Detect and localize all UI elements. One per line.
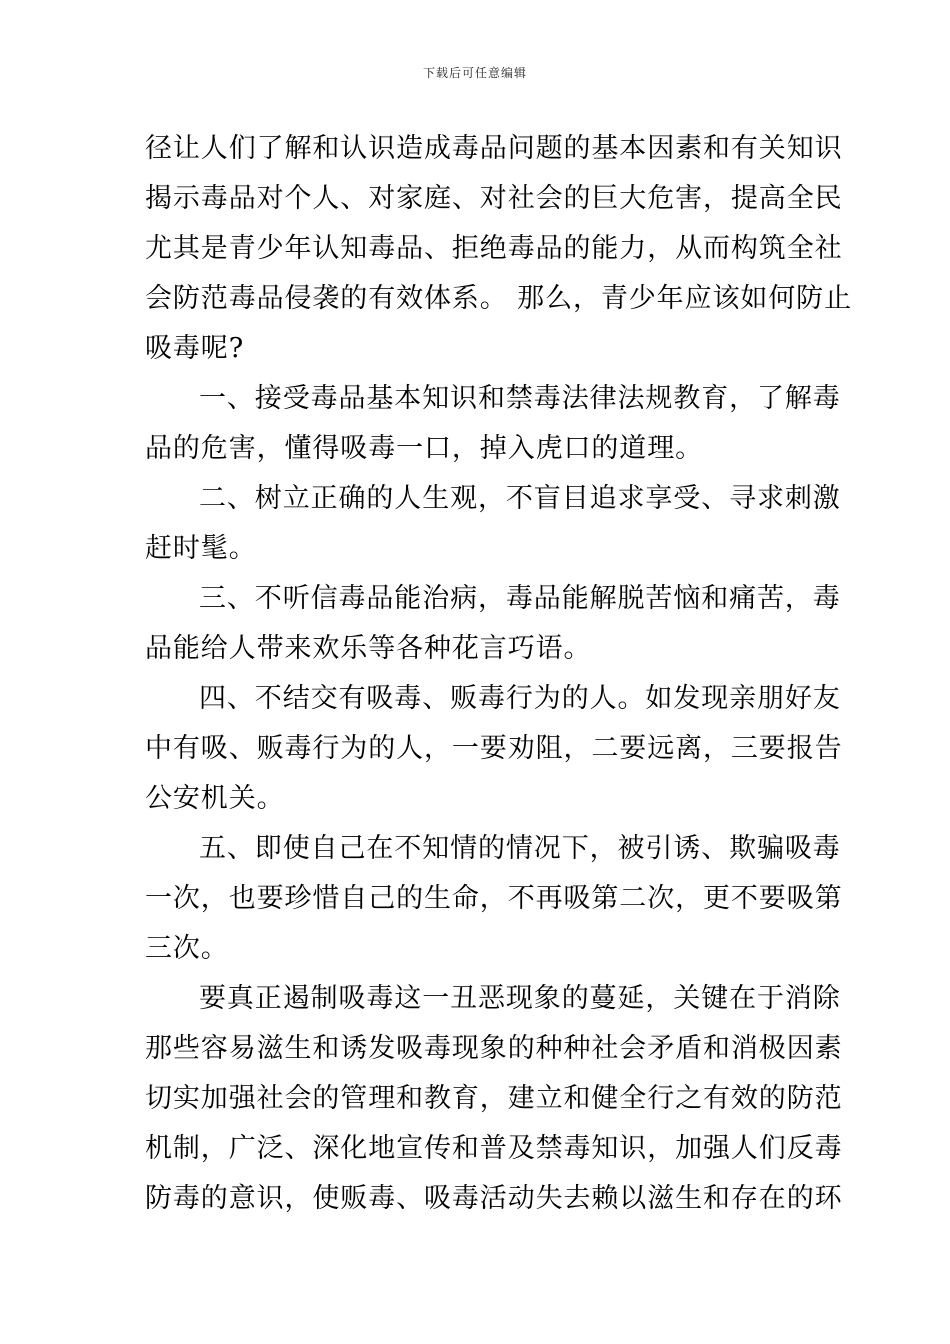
text-line: 中有吸、贩毒行为的人，一要劝阻，二要远离，三要报告 — [145, 733, 843, 764]
paragraph-item-3 — [145, 574, 841, 674]
text-line: 揭示毒品对个人、对家庭、对社会的巨大危害，提高全民 — [145, 183, 843, 214]
document-body — [145, 124, 852, 1224]
paragraph-conclusion — [145, 974, 843, 1224]
text-line: 径让人们了解和认识造成毒品问题的基本因素和有关知识 — [145, 133, 843, 164]
text-line: 赶时髦。 — [145, 533, 257, 564]
text-line: 品的危害，懂得吸毒一口，掉入虎口的道理。 — [145, 433, 703, 464]
paragraph-item-1 — [145, 374, 841, 474]
text-line: 公安机关。 — [145, 783, 285, 814]
paragraph-continuation — [145, 124, 852, 374]
page-header: 下载后可任意编辑 — [422, 66, 527, 80]
text-line: 那些容易滋生和诱发吸毒现象的种种社会矛盾和消极因素 — [145, 1033, 843, 1064]
text-line: 二、树立正确的人生观，不盲目追求享受、寻求刺激 — [199, 483, 841, 514]
paragraph-item-4 — [145, 674, 843, 824]
text-line: 尤其是青少年认知毒品、拒绝毒品的能力，从而构筑全社 — [145, 233, 843, 264]
text-line: 防毒的意识，使贩毒、吸毒活动失去赖以滋生和存在的环 — [145, 1183, 843, 1214]
text-line: 品能给人带来欢乐等各种花言巧语。 — [145, 633, 592, 664]
text-line: 吸毒呢? — [145, 333, 245, 364]
text-line: 三、不听信毒品能治病，毒品能解脱苦恼和痛苦，毒 — [199, 583, 841, 614]
paragraph-item-5 — [145, 824, 843, 974]
text-line: 一次，也要珍惜自己的生命，不再吸第二次，更不要吸第 — [145, 883, 843, 914]
text-line: 一、接受毒品基本知识和禁毒法律法规教育，了解毒 — [199, 383, 841, 414]
text-line: 四、不结交有吸毒、贩毒行为的人。如发现亲朋好友 — [199, 683, 841, 714]
text-line: 会防范毒品侵袭的有效体系。 那么，青少年应该如何防止 — [145, 283, 852, 314]
text-line: 三次。 — [145, 933, 229, 964]
text-line: 要真正遏制吸毒这一丑恶现象的蔓延，关键在于消除 — [199, 983, 841, 1014]
text-line: 五、即使自己在不知情的情况下，被引诱、欺骗吸毒 — [199, 833, 841, 864]
text-line: 切实加强社会的管理和教育，建立和健全行之有效的防范 — [145, 1083, 843, 1114]
paragraph-item-2 — [145, 474, 841, 574]
text-line: 机制，广泛、深化地宣传和普及禁毒知识，加强人们反毒 — [145, 1133, 843, 1164]
